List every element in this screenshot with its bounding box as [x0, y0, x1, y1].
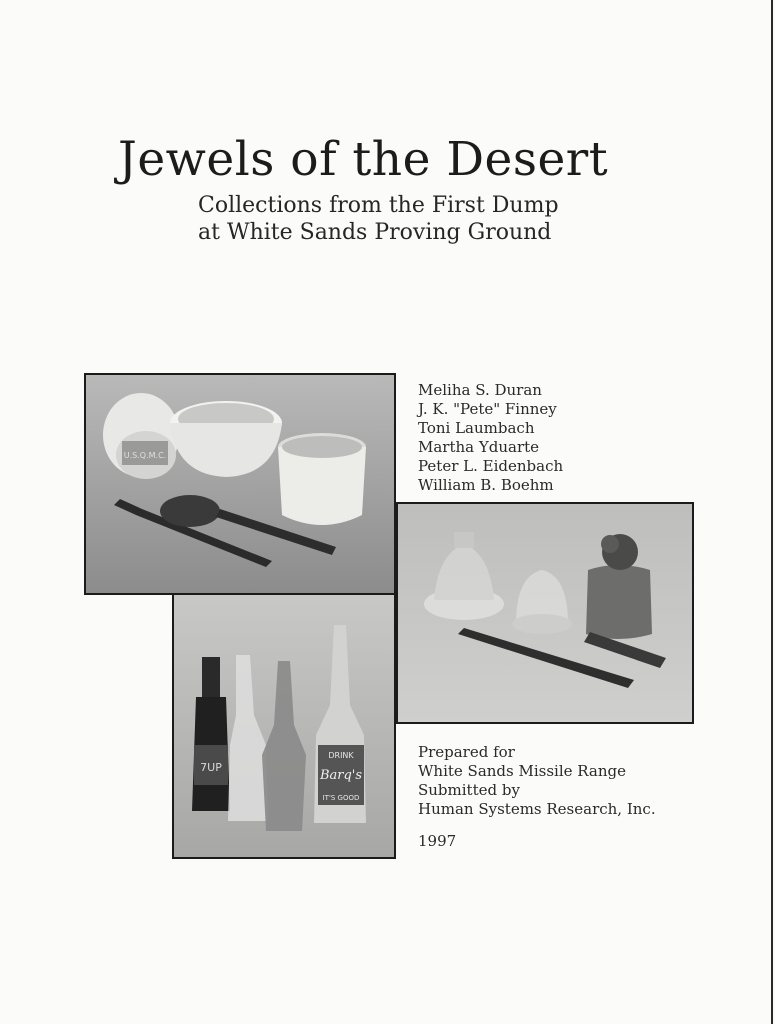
author-name: Martha Yduarte: [418, 438, 540, 456]
author-name: Peter L. Eidenbach: [418, 457, 564, 475]
prepared-line: White Sands Missile Range: [418, 762, 627, 780]
author-name: Toni Laumbach: [418, 419, 535, 437]
author-name: William B. Boehm: [418, 476, 554, 494]
svg-text:Barq's: Barq's: [319, 768, 363, 783]
page-edge-line: [771, 0, 773, 1024]
tableware-illustration: [86, 375, 394, 593]
publication-year: 1997: [418, 832, 457, 850]
prepared-line: Submitted by: [418, 781, 520, 799]
author-list: [418, 381, 563, 495]
inkwells-illustration: [398, 504, 692, 722]
subtitle-line-2: at White Sands Proving Ground: [198, 220, 552, 245]
svg-text:7UP: 7UP: [200, 761, 222, 774]
cup-shape: [278, 433, 366, 525]
prepared-line: Prepared for: [418, 743, 515, 761]
author-name: Meliha S. Duran: [418, 381, 542, 399]
subtitle-line-1: Collections from the First Dump: [198, 193, 559, 218]
report-title: Jewels of the Desert: [118, 132, 609, 187]
svg-text:DRINK: DRINK: [328, 751, 354, 760]
svg-text:IT'S GOOD: IT'S GOOD: [322, 794, 360, 802]
tableware-photo: [84, 373, 396, 595]
author-name: J. K. "Pete" Finney: [418, 400, 557, 418]
bottles-illustration: [174, 595, 394, 857]
svg-text:U.S.Q.M.C.: U.S.Q.M.C.: [123, 451, 167, 460]
bottles-photo: [172, 593, 396, 859]
inkwells-photo: [396, 502, 694, 724]
prepared-line: Human Systems Research, Inc.: [418, 800, 656, 818]
prepared-for-block: [418, 743, 656, 819]
